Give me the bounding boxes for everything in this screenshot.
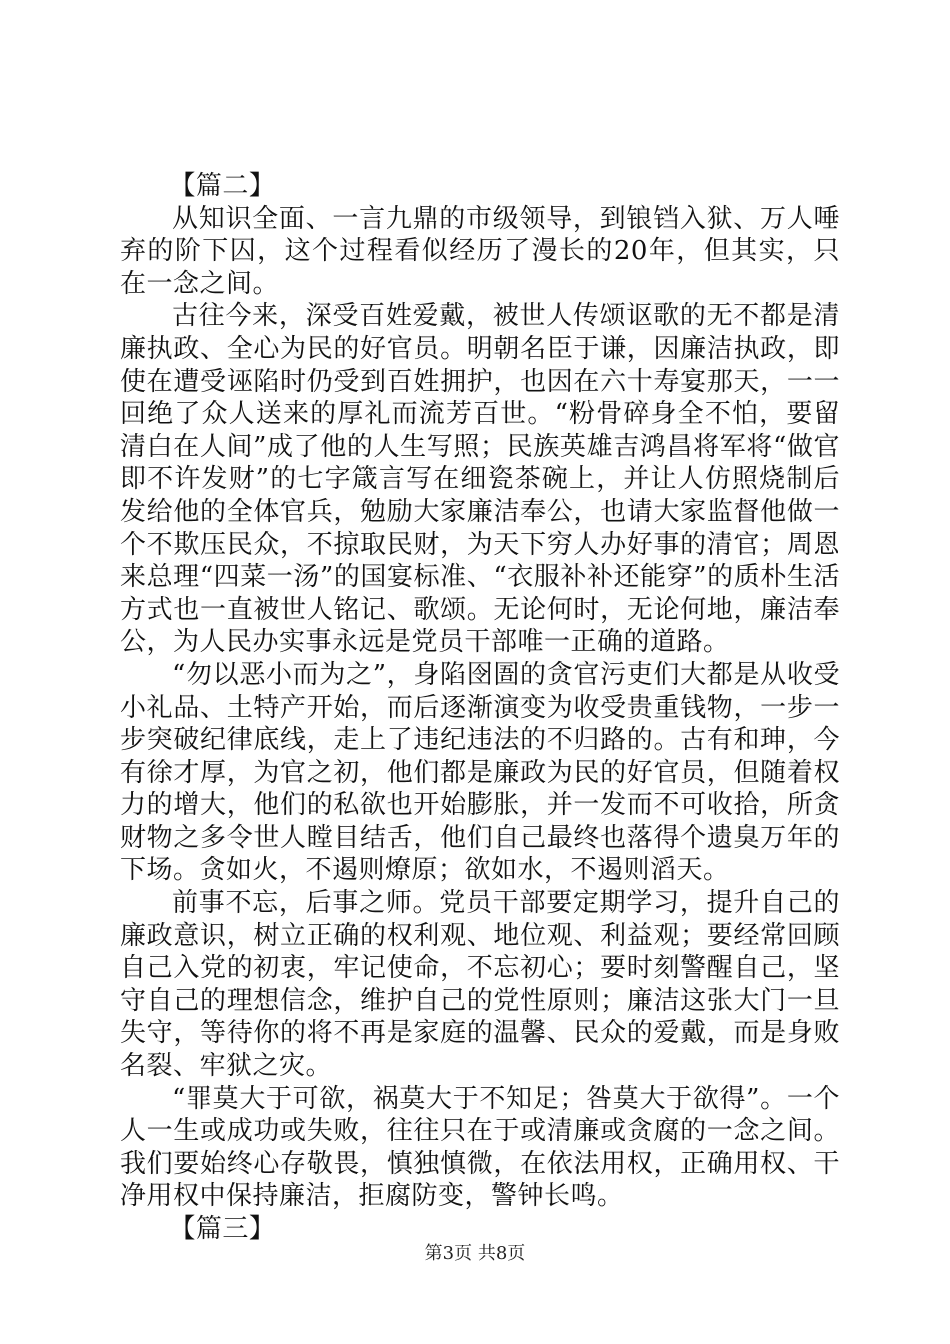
paragraph-2: 古往今来，深受百姓爱戴，被世人传颂讴歌的无不都是清廉执政、全心为民的好官员。明朝名臣于谦，因廉洁执政，即使在遭受诬陷时仍受到百姓拥护，也因在六十寿宴那天，一一回绝了众人送来的厚礼而流芳百世。“粉骨碎身全不怕，要留清白在人间”成了他的人生写照；民族英雄吉鸿昌将军将“做官即不许发财”的七字箴言写在细瓷茶碗上，并让人仿照烧制后发给他的全体官兵，勉励大家廉洁奉公，也请大家监督他做一个不欺压民众，不掠取民财，为天下穷人办好事的清官；周恩来总理“四菜一汤”的国宴标准、“衣服补补还能穿”的质朴生活方式也一直被世人铭记、歌颂。无论何时，无论何地，廉洁奉公，为人民办实事永远是党员干部唯一正确的道路。 — [120, 301, 840, 658]
section-heading-2: 【篇二】 — [169, 171, 276, 201]
paragraph-5: “罪莫大于可欲，祸莫大于不知足；咎莫大于欲得”。一个人一生或成功或失败，往往只在于或清廉或贪腐的一念之间。我们要始终心存敬畏，慎独慎微，在依法用权，正确用权、干净用权中保持廉洁，拒腐防变，警钟长鸣。 — [120, 1083, 840, 1212]
section-heading-3: 【篇三】 — [169, 1214, 276, 1244]
paragraph-1: 从知识全面、一言九鼎的市级领导，到锒铛入狱、万人唾弃的阶下囚，这个过程看似经历了漫长的20年，但其实，只在一念之间。 — [120, 203, 840, 299]
paragraph-4: 前事不忘，后事之师。党员干部要定期学习，提升自己的廉政意识，树立正确的权利观、地位观、利益观；要经常回顾自己入党的初衷，牢记使命，不忘初心；要时刻警醒自己，坚守自己的理想信念，维护自己的党性原则；廉洁这张大门一旦失守，等待你的将不再是家庭的温馨、民众的爱戴，而是身败名裂、牢狱之灾。 — [120, 888, 840, 1082]
document-body — [120, 170, 840, 1246]
page-number-footer: 第3页 共8页 — [424, 1243, 526, 1264]
paragraph-3: “勿以恶小而为之”，身陷囹圄的贪官污吏们大都是从收受小礼品、土特产开始，而后逐渐演变为收受贵重钱物，一步一步突破纪律底线，走上了违纪违法的不归路的。古有和珅，今有徐才厚，为官之初，他们都是廉政为民的好官员，但随着权力的增大，他们的私欲也开始膨胀，并一发而不可收拾，所贪财物之多令世人瞠目结舌，他们自己最终也落得个遗臭万年的下场。贪如火，不遏则燎原；欲如水，不遏则滔天。 — [120, 659, 840, 886]
